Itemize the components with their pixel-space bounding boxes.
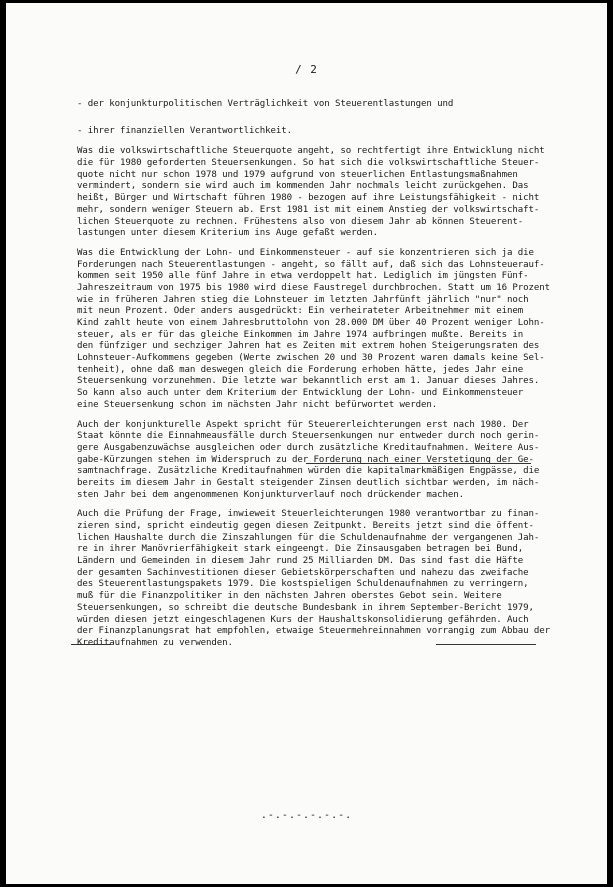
text-line: vermindert, sondern sie wird auch im kommenden Jahr nochmals leicht zurückgehen. Das [77,181,529,192]
text-line: kommen seit 1950 alle fünf Jahre in etwa verdoppelt hat. Lediglich im jüngsten Fünf- [77,271,529,282]
text-line: Steuersenkung vorzunehmen. Die letzte war bekanntlich erst am 1. Januar dieses Jahres. [77,376,540,387]
text-line: Staat könnte die Einnahmeausfälle durch Steuersenkungen nur entweder durch noch gerin- [77,431,540,442]
text-line: lichen Haushalte durch die Zinszahlungen für die Schuldenaufnahme der vergangenen Jah- [77,532,540,543]
text-line: samtnachfrage. Zusätzliche Kreditaufnahmen würden die kapitalmarkmäßigen Engpässe, die [77,466,540,477]
text-line: So kann also auch unter dem Kriterium der Entwicklung der Lohn- und Einkommensteuer [77,388,524,399]
text-line: muß für die Finanzpolitiker in den nächsten Jahren oberstes Gebot sein. Weitere [77,591,502,602]
page-number: / 2 [295,63,318,76]
text-line: re in ihrer Manövrierfähigkeit stark eingeengt. Die Zinsausgaben betragen bei Bund, [77,544,524,555]
paragraph-tax-quota [77,146,592,240]
text-line: wie in früheren Jahren stieg die Lohnsteuer im letzten Jahrfünft jährlich "nur" noch [77,294,529,305]
text-line: den fünfziger und sechziger Jahren hat es Zeiten mit extrem hohen Steigerungsraten des [77,341,540,352]
text-line: gabe-Kürzungen stehen im Widerspruch zu der Forderung nach einer Verstetigung der Ge- [77,454,534,465]
bullet-item: - ihrer finanziellen Verantwortlichkeit. [77,125,292,136]
text-line: quote nicht nur schon 1978 und 1979 aufgrund von steuerlichen Entlastungsmaßnahmen [77,169,518,180]
text-line: bereits im diesem Jahr in Gestalt steigender Zinsen deutlich sichtbar werden, im näch- [77,477,540,488]
pen-underline [71,644,111,645]
text-line: Lohnsteuer-Aufkommens gegeben (Werte zwischen 20 und 30 Prozent waren damals keine Sel- [77,353,545,364]
pen-underline [436,644,536,645]
paragraph-financing [77,509,592,649]
text-line: eine Steuersenkung schon im nächsten Jahr nicht befürwortet werden. [77,399,438,410]
text-line: steuer, als er für das gleiche Einkommen im Jahre 1974 aufbringen mußte. Bereits in [77,329,524,340]
document-body [77,99,592,658]
text-line: Forderungen nach Steuerentlastungen - angeht, so fällt auf, daß sich das Lohnsteuerauf- [77,259,545,270]
text-line: Ländern und Gemeinden in diesem Jahr rund 25 Milliarden DM. Das sind fast die Häfte [77,556,524,567]
text-line: mit neun Prozent. Oder anders ausgedrückt: Ein verheirateter Arbeitnehmer mit einem [77,306,524,317]
pen-underline [306,463,531,464]
text-line: Jahreszeitraum von 1975 bis 1980 wird diese Faustregel durchbrochen. Statt um 16 Prozent [77,282,550,293]
text-line: sten Jahr bei dem angenommenen Konjunkturverlauf noch drückender machen. [77,489,464,500]
text-line: der gesamten Sachinvestitionen dieser Gebietskörperschaften und nahezu das zweifache [77,567,529,578]
text-line: der Finanzplanungsrat hat empfohlen, etwaige Steuermehreinnahmen vorrangig zum Abbau der [77,626,550,637]
text-line: Auch der konjunkturelle Aspekt spricht für Steuererleichterungen erst nach 1980. Der [77,419,529,430]
text-line: würden diesen jetzt eingeschlagenen Kurs der Haushaltskonsolidierung gefährden. Auch [77,614,529,625]
text-line: heißt, Bürger und Wirtschaft führen 1980 - bezogen auf ihre Leistungsfähigkeit - nicht [77,193,540,204]
text-line: des Steuerentlastungspakets 1979. Die kostspieligen Schuldenaufnahmen zu verringern, [77,579,529,590]
document-page [6,3,607,884]
text-line: Steuersenkungen, so schreibt die deutsche Bundesbank in ihrem September-Bericht 1979, [77,602,534,613]
text-line: Was die volkswirtschaftliche Steuerquote angeht, so rechtfertigt ihre Entwicklung nicht [77,146,545,157]
text-line: Kreditaufnahmen zu verwenden. [77,637,233,648]
text-line: lastungen unter diesem Kriterium ins Auge gefaßt werden. [77,228,378,239]
text-line: Auch die Prüfung der Frage, inwieweit Steuerleichterungen 1980 verantwortbar zu finan- [77,509,540,520]
text-line: mehr, sondern weniger Steuern ab. Erst 1981 ist mit einem Anstieg der volkswirtschaft- [77,204,540,215]
bullet-item: - der konjunkturpolitischen Verträglichkeit von Steuerentlastungen und [77,99,454,109]
text-line: zieren sind, spricht eindeutig gegen diesen Zeitpunkt. Bereits jetzt sind die öffent- [77,521,534,531]
text-line: Was die Entwicklung der Lohn- und Einkommensteuer - auf sie konzentrieren sich ja die [77,247,534,258]
text-line: tenheit), ohne daß man deswegen gleich die Forderung erhoben hätte, jedes Jahr eine [77,364,524,375]
paragraph-economic-aspect [77,420,592,502]
text-line: die für 1980 geforderten Steuersenkungen. So hat sich die volkswirtschaftliche Steuer- [77,158,540,169]
paragraph-income-tax [77,248,592,412]
text-line: gere Ausgabenzuwächse ausgleichen oder durch zusätzliche Kreditaufnahmen. Weitere Aus- [77,442,540,453]
end-marker: .-.-.-.-.-.-. [260,810,353,821]
text-line: lichen Steuerquote zu rechnen. Frühestens also von diesem Jahr ab können Steuerent- [77,216,524,227]
text-line: Kind zahlt heute von einem Jahresbruttolohn von 28.000 DM über 40 Prozent weniger Lohn- [77,318,545,328]
